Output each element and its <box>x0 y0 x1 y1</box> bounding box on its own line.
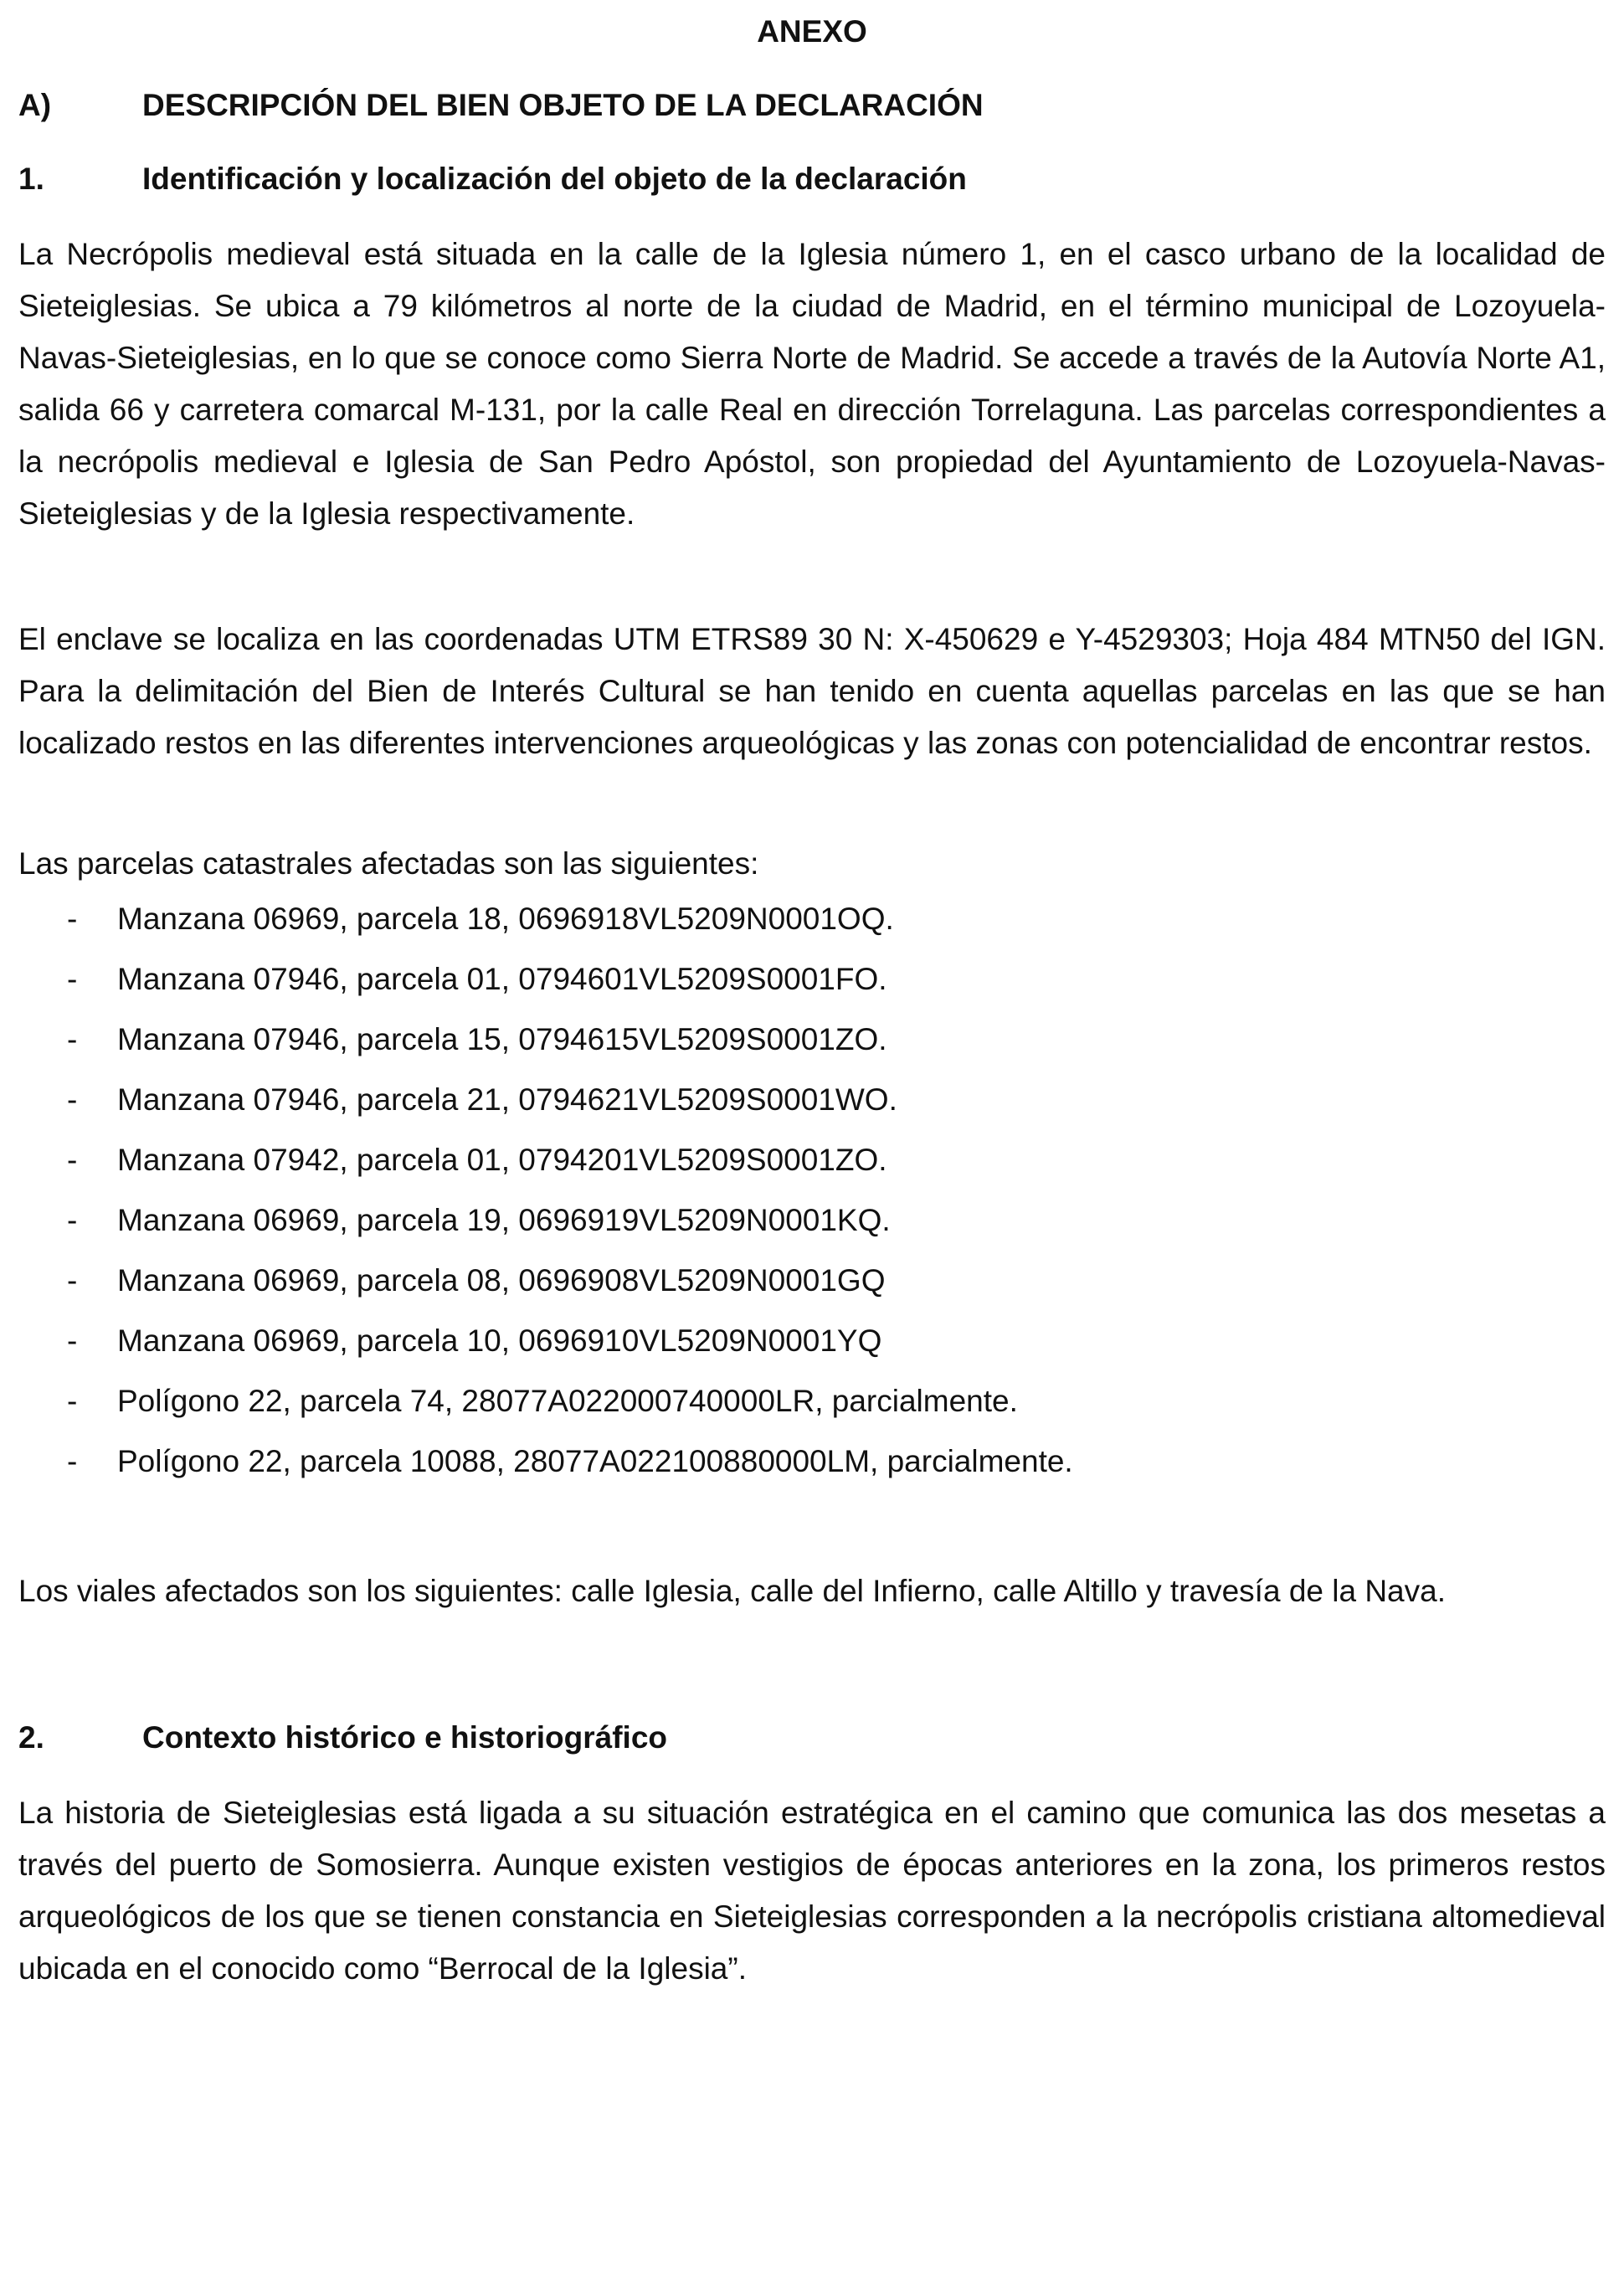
parcel-text: Manzana 06969, parcela 08, 0696908VL5209N0001GQ <box>117 1263 886 1298</box>
parcel-list <box>18 897 1606 1500</box>
section-1-paragraph-coordinates: El enclave se localiza en las coordenadas UTM ETRS89 30 N: X-450629 e Y-4529303; Hoja 484 MTN50 del IGN. Para la delimitación del Bien de Interés Cultural se han tenido en cuenta aquellas parcelas en las que se han localizado restos en las diferentes intervenciones arqueológicas y las zonas con potencialidad de encontrar restos. <box>18 622 1606 760</box>
section-1-paragraph-location: La Necrópolis medieval está situada en la calle de la Iglesia número 1, en el casco urbano de la localidad de Sieteiglesias. Se ubica a 79 kilómetros al norte de la ciudad de Madrid, en el término municipal de Lozoyuela-Navas-Sieteiglesias, en lo que se conoce como Sierra Norte de Madrid. Se accede a través de la Autovía Norte A1, salida 66 y carretera comarcal M-131, por la calle Real en dirección Torrelaguna. Las parcelas correspondientes a la necrópolis medieval e Iglesia de San Pedro Apóstol, son propiedad del Ayuntamiento de Lozoyuela-Navas-Sieteiglesias y de la Iglesia respectivamente. <box>18 237 1606 531</box>
parcel-text: Manzana 06969, parcela 18, 0696918VL5209N0001OQ. <box>117 902 894 936</box>
list-item <box>18 1380 1606 1440</box>
list-item <box>18 1319 1606 1380</box>
parcel-text: Polígono 22, parcela 74, 28077A022000740000LR, parcialmente. <box>117 1384 1018 1418</box>
section-1-number: 1. <box>18 162 44 196</box>
section-2-number: 2. <box>18 1720 44 1755</box>
parcel-text: Manzana 07946, parcela 15, 0794615VL5209S0001ZO. <box>117 1022 887 1056</box>
parcel-text: Polígono 22, parcela 10088, 28077A022100880000LM, parcialmente. <box>117 1444 1073 1478</box>
list-item <box>18 1018 1606 1078</box>
section-1-paragraph-streets: Los viales afectados son los siguientes: calle Iglesia, calle del Infierno, calle Altillo y travesía de la Nava. <box>18 1574 1446 1608</box>
list-item <box>18 1259 1606 1319</box>
section-2-title: Contexto histórico e historiográfico <box>142 1720 667 1755</box>
list-item <box>18 1078 1606 1138</box>
section-2-heading <box>18 1716 667 1760</box>
list-item <box>18 1199 1606 1259</box>
list-bullet: - <box>67 962 78 996</box>
section-a-heading <box>18 84 984 127</box>
section-a-number: A) <box>18 88 52 122</box>
parcel-text: Manzana 06969, parcela 10, 0696910VL5209N0001YQ <box>117 1323 882 1358</box>
list-item <box>18 958 1606 1018</box>
list-bullet: - <box>67 1143 78 1177</box>
list-bullet: - <box>67 1444 78 1478</box>
list-bullet: - <box>67 902 78 936</box>
list-bullet: - <box>67 1323 78 1358</box>
parcel-text: Manzana 07946, parcela 01, 0794601VL5209S0001FO. <box>117 962 887 996</box>
list-bullet: - <box>67 1082 78 1117</box>
parcel-text: Manzana 07946, parcela 21, 0794621VL5209S0001WO. <box>117 1082 897 1117</box>
list-bullet: - <box>67 1022 78 1056</box>
parcel-text: Manzana 07942, parcela 01, 0794201VL5209S0001ZO. <box>117 1143 887 1177</box>
list-item <box>18 1138 1606 1199</box>
section-a-title: DESCRIPCIÓN DEL BIEN OBJETO DE LA DECLARACIÓN <box>142 88 984 122</box>
section-1-heading <box>18 157 967 201</box>
list-item <box>18 1440 1606 1500</box>
parcel-text: Manzana 06969, parcela 19, 0696919VL5209N0001KQ. <box>117 1203 891 1237</box>
section-1-paragraph-parcels-intro: Las parcelas catastrales afectadas son las siguientes: <box>18 846 759 881</box>
list-bullet: - <box>67 1263 78 1298</box>
list-item <box>18 897 1606 958</box>
section-1-title: Identificación y localización del objeto de la declaración <box>142 162 967 196</box>
list-bullet: - <box>67 1384 78 1418</box>
section-2-paragraph-history: La historia de Sieteiglesias está ligada a su situación estratégica en el camino que comunica las dos mesetas a través del puerto de Somosierra. Aunque existen vestigios de épocas anteriores en la zona, los primeros restos arqueológicos de los que se tienen constancia en Sieteiglesias corresponden a la necrópolis cristiana altomedieval ubicada en el conocido como “Berrocal de la Iglesia”. <box>18 1796 1606 1986</box>
list-bullet: - <box>67 1203 78 1237</box>
page-title: ANEXO <box>757 14 867 49</box>
